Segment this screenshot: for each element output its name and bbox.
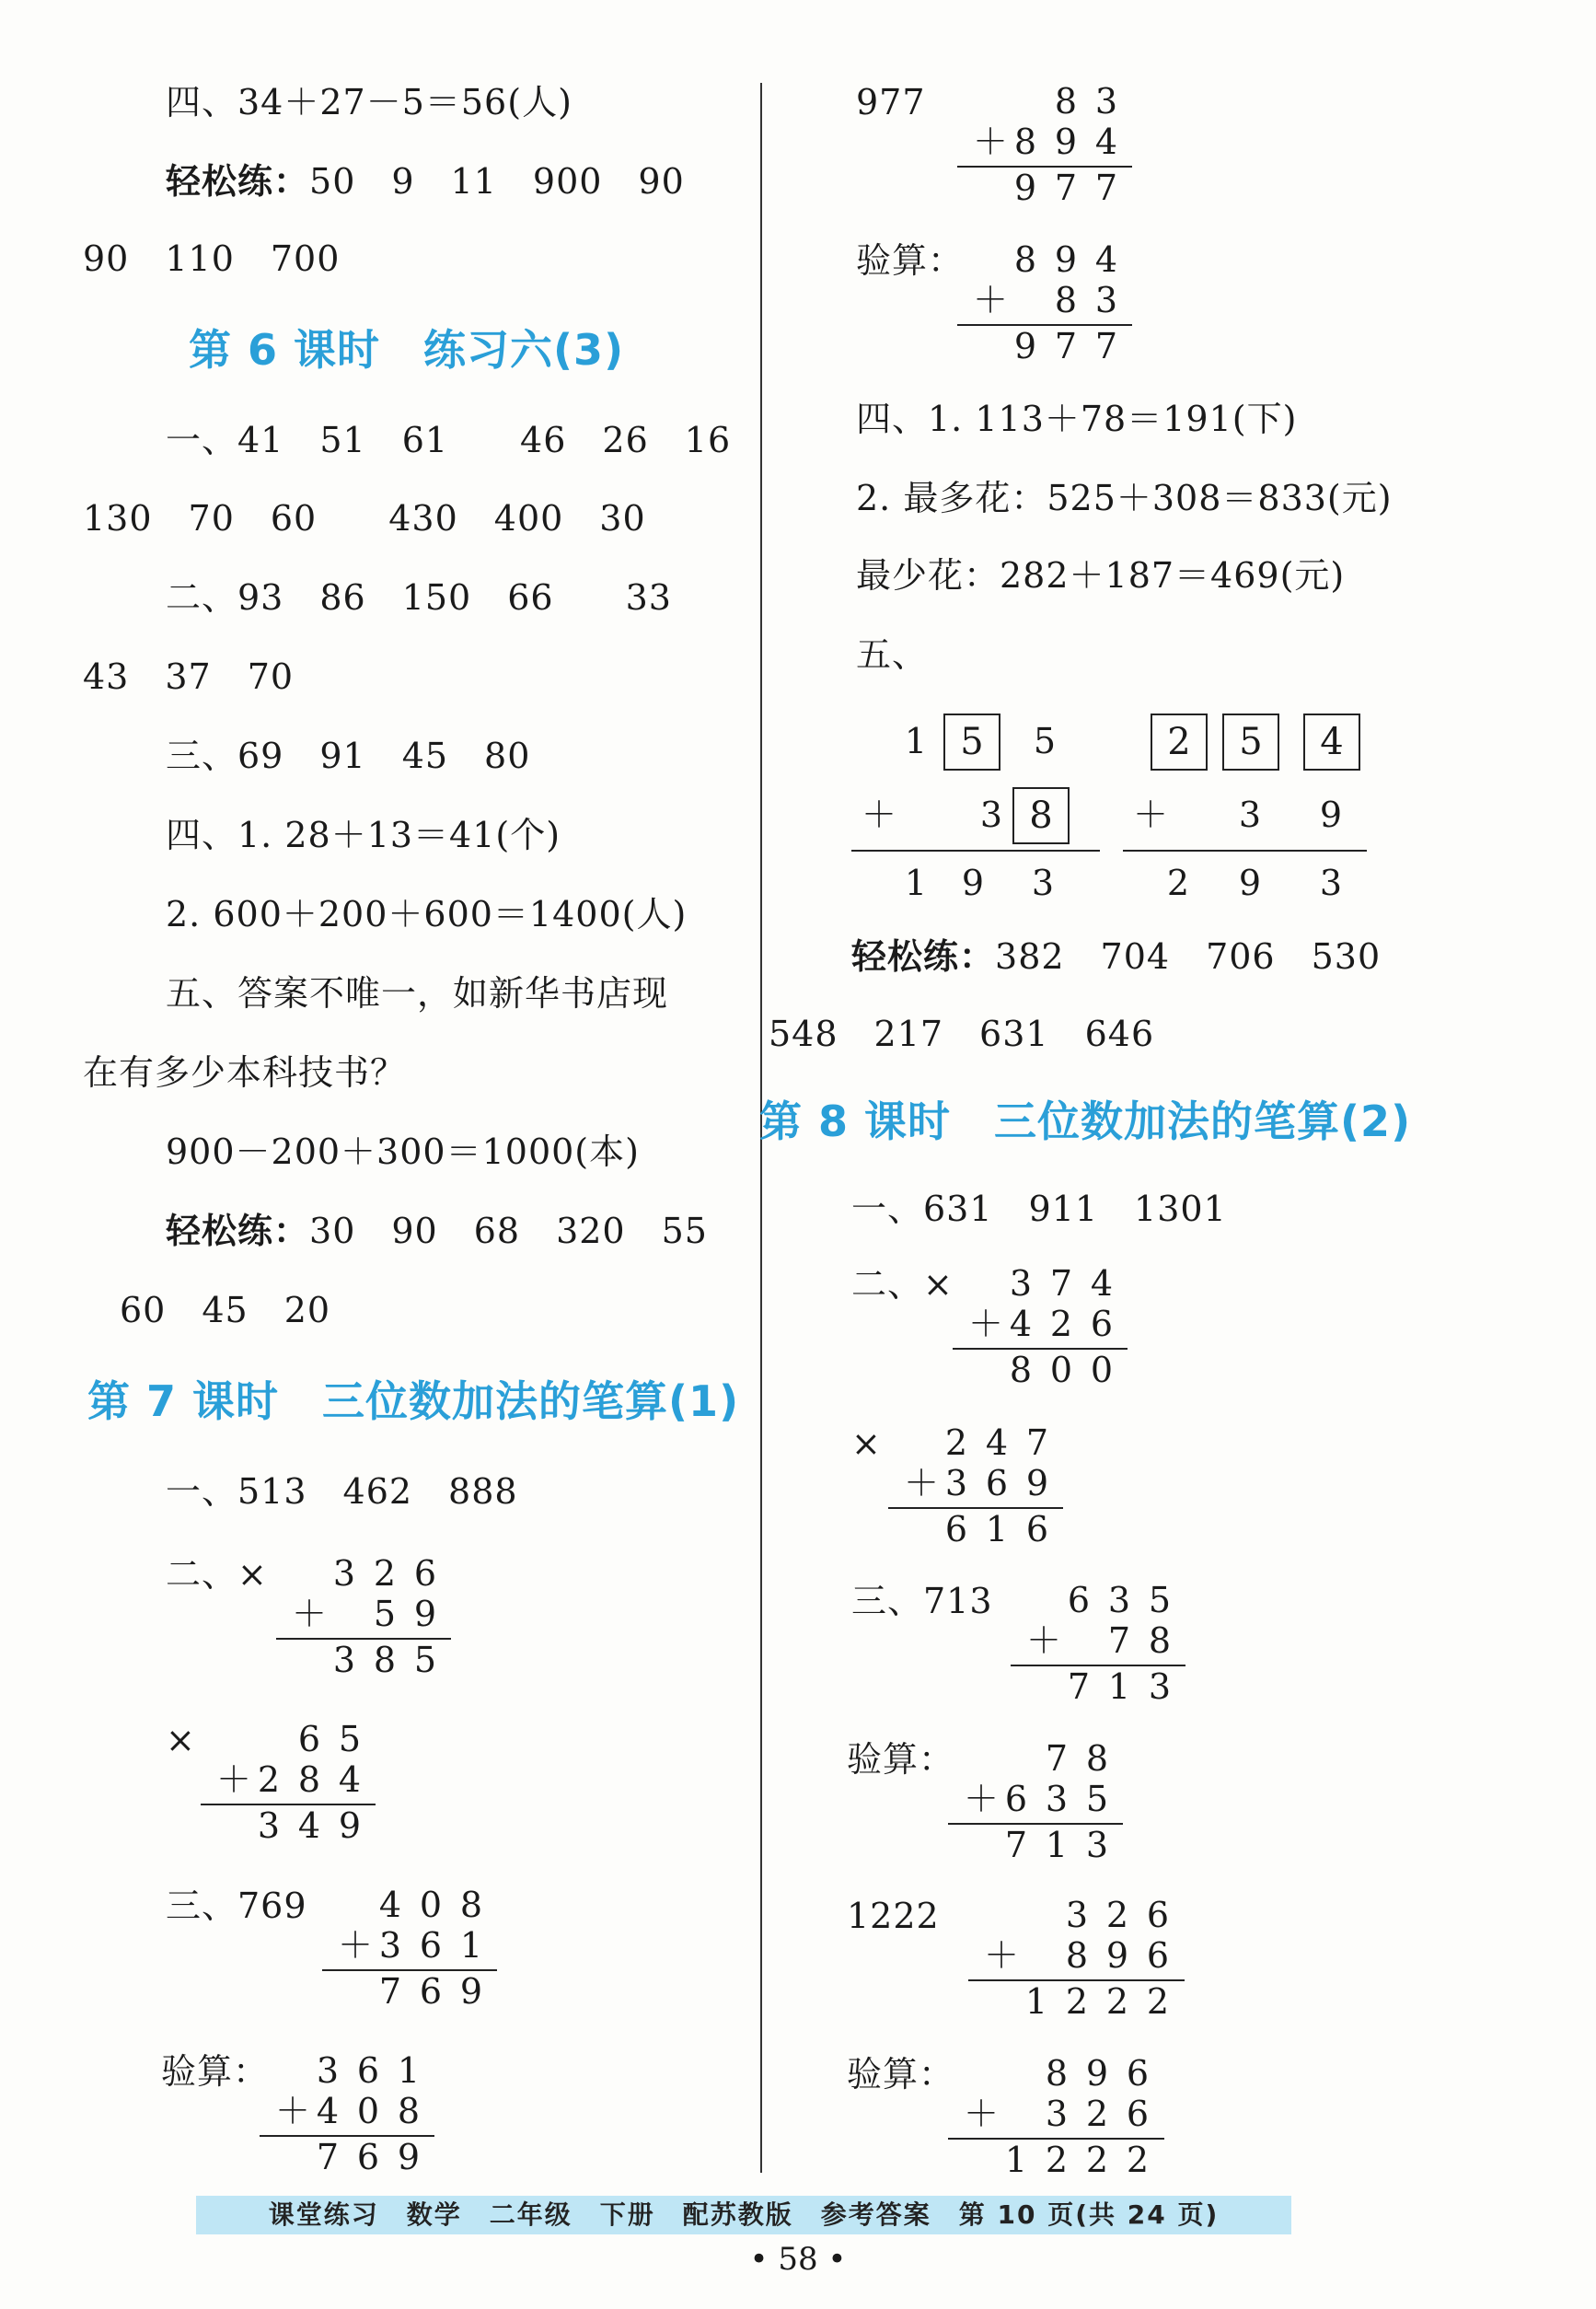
vertical-addition: 3 2 6 ＋ 8 9 6 1 2 2 2 [968,1895,1185,2024]
vertical-addition: 8 9 4 ＋ 8 3 9 7 7 [957,239,1132,368]
vertical-addition: 3 6 1 ＋ 4 0 8 7 6 9 [260,2050,434,2179]
s8-part2: 二、× [851,1264,954,1305]
vertical-addition: 6 3 5 ＋ 7 8 7 1 3 [1011,1580,1185,1709]
s8-check-2: 验算： [847,2054,955,2094]
s6-part5-a: 五、答案不唯一，如新华书店现 [166,973,669,1014]
right-check-1: 验算： [856,240,965,281]
s6-easy-practice-cont: 60 45 20 [120,1290,331,1330]
easy-practice-1-cont: 90 110 700 [83,238,341,279]
right-part4-3: 最少花：282＋187＝469(元) [856,555,1346,596]
left-line-4: 四、34＋27－5＝56(人) [166,82,572,122]
right-easy-practice-cont: 548 217 631 646 [769,1014,1155,1054]
easy-practice-1 [166,160,685,203]
vertical-addition: 7 8 ＋ 6 3 5 7 1 3 [948,1738,1123,1867]
s6-part2-a: 二、93 86 150 66 33 [166,577,672,618]
right-part4-2: 2. 最多花：525＋308＝833(元) [856,478,1393,518]
lesson-6-heading: 第 6 课时 练习六(3) [189,325,625,375]
vertical-addition: 2 4 7 ＋ 3 6 9 6 1 6 [888,1422,1063,1551]
s6-part3: 三、69 91 45 80 [166,736,531,776]
s8-check-1: 验算： [847,1739,955,1780]
s7-check: 验算： [161,2051,270,2092]
s6-part5-b: 在有多少本科技书？ [83,1052,407,1093]
easy-practice-label: 轻松练： [166,161,310,202]
s8-part3: 三、713 [851,1581,993,1621]
easy-practice-label: 轻松练： [166,1211,310,1251]
s8-part2-x: × [851,1423,882,1464]
page-footer-banner: 课堂练习 数学 二年级 下册 配苏教版 参考答案 第 10 页(共 24 页) [196,2196,1291,2234]
fill-in-box-addition: 2 5 4 ＋ 3 9 2 9 3 [1123,714,1367,907]
s6-part4-a: 四、1. 28＋13＝41(个) [166,815,561,855]
vertical-addition: 4 0 8 ＋ 3 6 1 7 6 9 [322,1885,497,2013]
right-easy-practice [851,935,1381,978]
s7-part2: 二、× [166,1554,268,1595]
s6-easy-practice [166,1210,708,1252]
vertical-addition: 8 3 ＋ 8 9 4 9 7 7 [957,81,1132,210]
easy-practice-values: 30 90 68 320 55 [309,1211,708,1251]
easy-practice-label: 轻松练： [851,936,996,977]
page-number: • 58 • [749,2241,847,2278]
s7-part2-x: × [166,1720,196,1760]
easy-practice-values: 382 704 706 530 [995,936,1382,977]
s7-part1: 一、513 462 888 [166,1471,518,1512]
s6-part4-b: 2. 600＋200＋600＝1400(人) [166,894,688,934]
s6-part2-b: 43 37 70 [83,656,295,697]
right-result-977: 977 [856,82,926,122]
s7-part3: 三、769 [166,1885,307,1926]
right-part5: 五、 [856,634,929,675]
vertical-addition: 8 9 6 ＋ 3 2 6 1 2 2 2 [948,2053,1164,2182]
fill-in-box-addition: 1 5 5 ＋ 3 8 1 9 3 [851,714,1100,907]
right-part4-1: 四、1. 113＋78＝191(下) [856,399,1298,439]
s8-part1: 一、631 911 1301 [851,1189,1227,1229]
s8-result-1222: 1222 [847,1896,940,1936]
easy-practice-values: 50 9 11 900 90 [309,161,685,202]
vertical-addition: 3 7 4 ＋ 4 2 6 8 0 0 [953,1263,1128,1392]
s6-part5-c: 900－200＋300＝1000(本) [166,1131,640,1172]
vertical-addition: 6 5 ＋ 2 8 4 3 4 9 [201,1719,376,1848]
vertical-addition: 3 2 6 ＋ 5 9 3 8 5 [276,1553,451,1682]
lesson-8-heading: 第 8 课时 三位数加法的笔算(2) [759,1096,1412,1146]
lesson-7-heading: 第 7 课时 三位数加法的笔算(1) [87,1376,740,1426]
s6-part1-b: 130 70 60 430 400 30 [83,498,646,539]
s6-part1-a: 一、41 51 61 46 26 16 [166,420,732,460]
